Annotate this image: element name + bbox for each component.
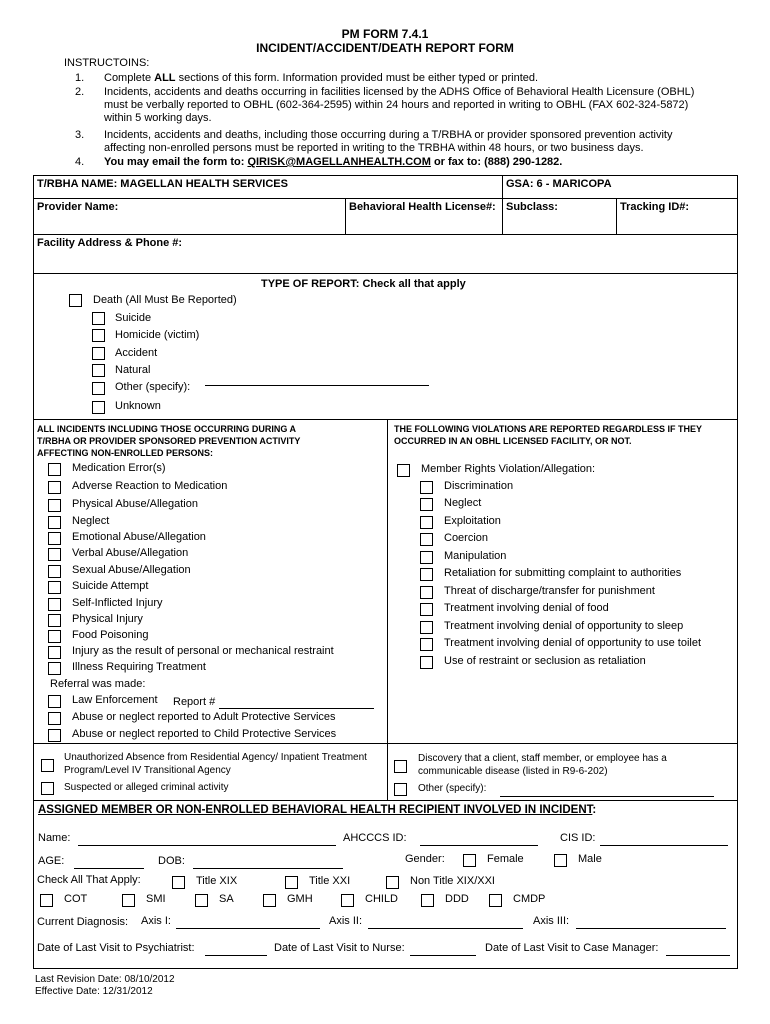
female-label: Female xyxy=(487,853,524,865)
incident-checkbox[interactable] xyxy=(48,499,61,512)
incident-checkbox[interactable] xyxy=(48,532,61,545)
other-death-specify-line[interactable] xyxy=(205,385,429,386)
violation-label: Coercion xyxy=(444,532,489,544)
incident-checkbox[interactable] xyxy=(48,598,61,611)
axis1-label: Axis I: xyxy=(141,915,171,927)
facility-label[interactable]: Facility Address & Phone #: xyxy=(37,237,183,249)
incident-label: Adverse Reaction to Medication xyxy=(72,480,228,492)
other-misc-specify-line[interactable] xyxy=(500,796,714,797)
smi-checkbox[interactable] xyxy=(122,894,135,907)
case-manager-label: Date of Last Visit to Case Manager: xyxy=(485,942,659,954)
gsa: GSA: 6 - MARICOPA xyxy=(506,178,612,190)
death-item-label: Natural xyxy=(115,364,151,376)
dob-field[interactable] xyxy=(193,868,343,869)
discovery-label-line: communicable disease (listed in R9-6-202) xyxy=(418,766,608,777)
violation-checkbox[interactable] xyxy=(420,481,433,494)
child-checkbox[interactable] xyxy=(341,894,354,907)
violation-checkbox[interactable] xyxy=(420,516,433,529)
incident-checkbox[interactable] xyxy=(48,614,61,627)
incident-label: Emotional Abuse/Allegation xyxy=(72,531,206,543)
bh-license-label[interactable]: Behavioral Health License#: xyxy=(349,201,496,213)
other-misc-label: Other (specify): xyxy=(418,783,487,794)
referral-label: Referral was made: xyxy=(50,678,146,690)
member-rights-label: Member Rights Violation/Allegation: xyxy=(421,463,596,475)
nurse-date-field[interactable] xyxy=(410,955,476,956)
incident-checkbox[interactable] xyxy=(48,481,61,494)
member-heading: ASSIGNED MEMBER OR NON-ENROLLED BEHAVIORAL HEALTH RECIPIENT INVOLVED IN INCIDENT: xyxy=(38,804,597,816)
left-heading-line: ALL INCIDENTS INCLUDING THOSE OCCURRING DURING A xyxy=(37,424,297,434)
name-field[interactable] xyxy=(78,845,336,846)
instruction-2-line1: Incidents, accidents and deaths occurring in facilities licensed by the ADHS Office of Behavioral Health Licensure (OBHL) xyxy=(104,86,695,98)
axis3-field[interactable] xyxy=(576,928,726,929)
left-heading-line: AFFECTING NON-ENROLLED PERSONS: xyxy=(37,448,214,458)
referral-item-label: Abuse or neglect reported to Child Protective Services xyxy=(72,728,337,740)
violation-label: Treatment involving denial of food xyxy=(444,602,609,614)
violation-checkbox[interactable] xyxy=(420,586,433,599)
male-label: Male xyxy=(578,853,602,865)
sa-label: SA xyxy=(219,893,234,905)
female-checkbox[interactable] xyxy=(463,854,476,867)
title-xix-checkbox[interactable] xyxy=(172,876,185,889)
incident-label: Physical Injury xyxy=(72,613,143,625)
instruction-number: 4. xyxy=(75,156,85,168)
form-title: INCIDENT/ACCIDENT/DEATH REPORT FORM xyxy=(256,41,514,55)
left-heading-line: T/RBHA OR PROVIDER SPONSORED PREVENTION ACTIVITY xyxy=(37,436,301,446)
incident-checkbox[interactable] xyxy=(48,548,61,561)
tracking-id-label[interactable]: Tracking ID#: xyxy=(620,201,690,213)
gmh-label: GMH xyxy=(287,893,313,905)
other-death-checkbox[interactable] xyxy=(92,382,105,395)
incident-label: Self-Inflicted Injury xyxy=(72,597,163,609)
discovery-checkbox[interactable] xyxy=(394,760,407,773)
form-number: PM FORM 7.4.1 xyxy=(341,27,429,41)
violation-checkbox[interactable] xyxy=(420,621,433,634)
incident-checkbox[interactable] xyxy=(48,565,61,578)
death-checkbox[interactable] xyxy=(69,294,82,307)
violation-label: Threat of discharge/transfer for punishment xyxy=(444,585,655,597)
homicide-checkbox[interactable] xyxy=(92,329,105,342)
violation-label: Discrimination xyxy=(444,480,514,492)
psychiatrist-date-field[interactable] xyxy=(205,955,267,956)
death-item-label: Homicide (victim) xyxy=(115,329,200,341)
diagnosis-label: Current Diagnosis: xyxy=(37,916,129,928)
type-of-report-heading: TYPE OF REPORT: Check all that apply xyxy=(261,278,466,290)
incident-label: Food Poisoning xyxy=(72,629,149,641)
report-number-line[interactable] xyxy=(219,708,374,709)
instruction-number: 3. xyxy=(75,129,85,141)
incident-checkbox[interactable] xyxy=(48,630,61,643)
incident-label: Sexual Abuse/Allegation xyxy=(72,564,191,576)
criminal-activity-checkbox[interactable] xyxy=(41,782,54,795)
gender-label: Gender: xyxy=(405,853,445,865)
death-item-label: Accident xyxy=(115,347,158,359)
instruction-2-line3: within 5 working days. xyxy=(104,112,212,124)
cot-label: COT xyxy=(64,893,88,905)
non-title-label: Non Title XIX/XXI xyxy=(410,875,495,887)
subclass-label[interactable]: Subclass: xyxy=(506,201,558,213)
smi-label: SMI xyxy=(146,893,166,905)
male-checkbox[interactable] xyxy=(554,854,567,867)
violation-checkbox[interactable] xyxy=(420,638,433,651)
violation-checkbox[interactable] xyxy=(420,533,433,546)
unauthorized-label-line: Program/Level IV Transitional Agency xyxy=(64,765,231,776)
psychiatrist-label: Date of Last Visit to Psychiatrist: xyxy=(37,942,195,954)
ahcccs-field[interactable] xyxy=(420,845,538,846)
incident-checkbox[interactable] xyxy=(48,646,61,659)
law-enforcement-checkbox[interactable] xyxy=(48,695,61,708)
nurse-label: Date of Last Visit to Nurse: xyxy=(274,942,405,954)
revision-date: Last Revision Date: 08/10/2012 xyxy=(35,974,175,985)
incident-label: Neglect xyxy=(72,515,110,527)
discovery-label-line: Discovery that a client, staff member, or employee has a xyxy=(418,753,667,764)
unauthorized-absence-checkbox[interactable] xyxy=(41,759,54,772)
violation-label: Retaliation for submitting complaint to authorities xyxy=(444,567,682,579)
incident-label: Illness Requiring Treatment xyxy=(72,661,206,673)
incident-label: Suicide Attempt xyxy=(72,580,149,592)
other-misc-checkbox[interactable] xyxy=(394,783,407,796)
instruction-number: 2. xyxy=(75,86,85,98)
name-label: Name: xyxy=(38,832,71,844)
instructions-heading: INSTRUCTOINS: xyxy=(64,57,150,69)
violation-label: Manipulation xyxy=(444,550,507,562)
instruction-1: Complete ALL sections of this form. Information provided must be either typed or printed. xyxy=(104,72,539,84)
incident-checkbox[interactable] xyxy=(48,516,61,529)
violation-label: Treatment involving denial of opportunity to sleep xyxy=(444,620,684,632)
title-xix-label: Title XIX xyxy=(196,875,238,887)
provider-name-label[interactable]: Provider Name: xyxy=(37,201,119,213)
effective-date: Effective Date: 12/31/2012 xyxy=(35,986,153,997)
accident-checkbox[interactable] xyxy=(92,347,105,360)
violation-checkbox[interactable] xyxy=(420,551,433,564)
violation-checkbox[interactable] xyxy=(420,568,433,581)
ahcccs-label: AHCCCS ID: xyxy=(343,832,407,844)
axis2-field[interactable] xyxy=(368,928,523,929)
ddd-checkbox[interactable] xyxy=(421,894,434,907)
cmdp-label: CMDP xyxy=(513,893,546,905)
member-rights-checkbox[interactable] xyxy=(397,464,410,477)
violation-label: Use of restraint or seclusion as retaliation xyxy=(444,655,646,667)
violation-checkbox[interactable] xyxy=(420,498,433,511)
violation-checkbox[interactable] xyxy=(420,656,433,669)
instruction-4: You may email the form to: QIRISK@MAGELLANHEALTH.COM or fax to: (888) 290-1282. xyxy=(104,156,563,168)
referral-item-label: Law Enforcement xyxy=(72,694,158,706)
incident-label: Verbal Abuse/Allegation xyxy=(72,547,189,559)
gmh-checkbox[interactable] xyxy=(263,894,276,907)
axis1-field[interactable] xyxy=(176,928,320,929)
instruction-number: 1. xyxy=(75,72,85,84)
instruction-3-line1: Incidents, accidents and deaths, including those occurring during a T/RBHA or provider sponsored prevention activity xyxy=(104,129,673,141)
suicide-checkbox[interactable] xyxy=(92,312,105,325)
unknown-checkbox[interactable] xyxy=(92,401,105,414)
sa-checkbox[interactable] xyxy=(195,894,208,907)
case-manager-date-field[interactable] xyxy=(666,955,730,956)
report-number-label: Report # xyxy=(173,696,216,708)
cis-field[interactable] xyxy=(600,845,728,846)
ddd-label: DDD xyxy=(445,893,469,905)
incident-label: Physical Abuse/Allegation xyxy=(72,498,198,510)
axis3-label: Axis III: xyxy=(533,915,570,927)
incident-label: Injury as the result of personal or mechanical restraint xyxy=(72,645,334,657)
trbha-name: T/RBHA NAME: MAGELLAN HEALTH SERVICES xyxy=(37,178,288,190)
violation-checkbox[interactable] xyxy=(420,603,433,616)
title-xxi-label: Title XXI xyxy=(309,875,351,887)
dob-label: DOB: xyxy=(158,855,185,867)
check-all-label: Check All That Apply: xyxy=(37,874,141,886)
unauthorized-label-line: Unauthorized Absence from Residential Agency/ Inpatient Treatment xyxy=(64,752,367,763)
death-item-label: Other (specify): xyxy=(115,381,191,393)
age-field[interactable] xyxy=(74,868,144,869)
cps-checkbox[interactable] xyxy=(48,729,61,742)
violation-label: Neglect xyxy=(444,497,482,509)
cot-checkbox[interactable] xyxy=(40,894,53,907)
right-heading-line: OCCURRED IN AN OBHL LICENSED FACILITY, OR NOT. xyxy=(394,436,632,446)
natural-checkbox[interactable] xyxy=(92,364,105,377)
title-xxi-checkbox[interactable] xyxy=(285,876,298,889)
age-label: AGE: xyxy=(38,855,65,867)
incident-checkbox[interactable] xyxy=(48,662,61,675)
death-label: Death (All Must Be Reported) xyxy=(93,294,237,306)
death-item-label: Suicide xyxy=(115,312,152,324)
incident-checkbox[interactable] xyxy=(48,581,61,594)
instruction-2-line2: must be verbally reported to OBHL (602-364-2595) within 24 hours and reported in writing to OBHL (FAX 602-324-5872) xyxy=(104,99,689,111)
non-title-checkbox[interactable] xyxy=(386,876,399,889)
email-link[interactable]: QIRISK@MAGELLANHEALTH.COM xyxy=(247,156,431,168)
incident-label: Medication Error(s) xyxy=(72,462,166,474)
aps-checkbox[interactable] xyxy=(48,712,61,725)
right-heading-line: THE FOLLOWING VIOLATIONS ARE REPORTED REGARDLESS IF THEY xyxy=(394,424,703,434)
instruction-3-line2: affecting non-enrolled persons must be reported in writing to the TRBHA within 48 hours, or two business days. xyxy=(104,142,644,154)
violation-label: Exploitation xyxy=(444,515,501,527)
criminal-activity-label: Suspected or alleged criminal activity xyxy=(64,782,229,793)
cis-label: CIS ID: xyxy=(560,832,596,844)
death-item-label: Unknown xyxy=(115,400,161,412)
referral-item-label: Abuse or neglect reported to Adult Protective Services xyxy=(72,711,336,723)
violation-label: Treatment involving denial of opportunity to use toilet xyxy=(444,637,702,649)
child-label: CHILD xyxy=(365,893,399,905)
axis2-label: Axis II: xyxy=(329,915,363,927)
incident-checkbox[interactable] xyxy=(48,463,61,476)
cmdp-checkbox[interactable] xyxy=(489,894,502,907)
